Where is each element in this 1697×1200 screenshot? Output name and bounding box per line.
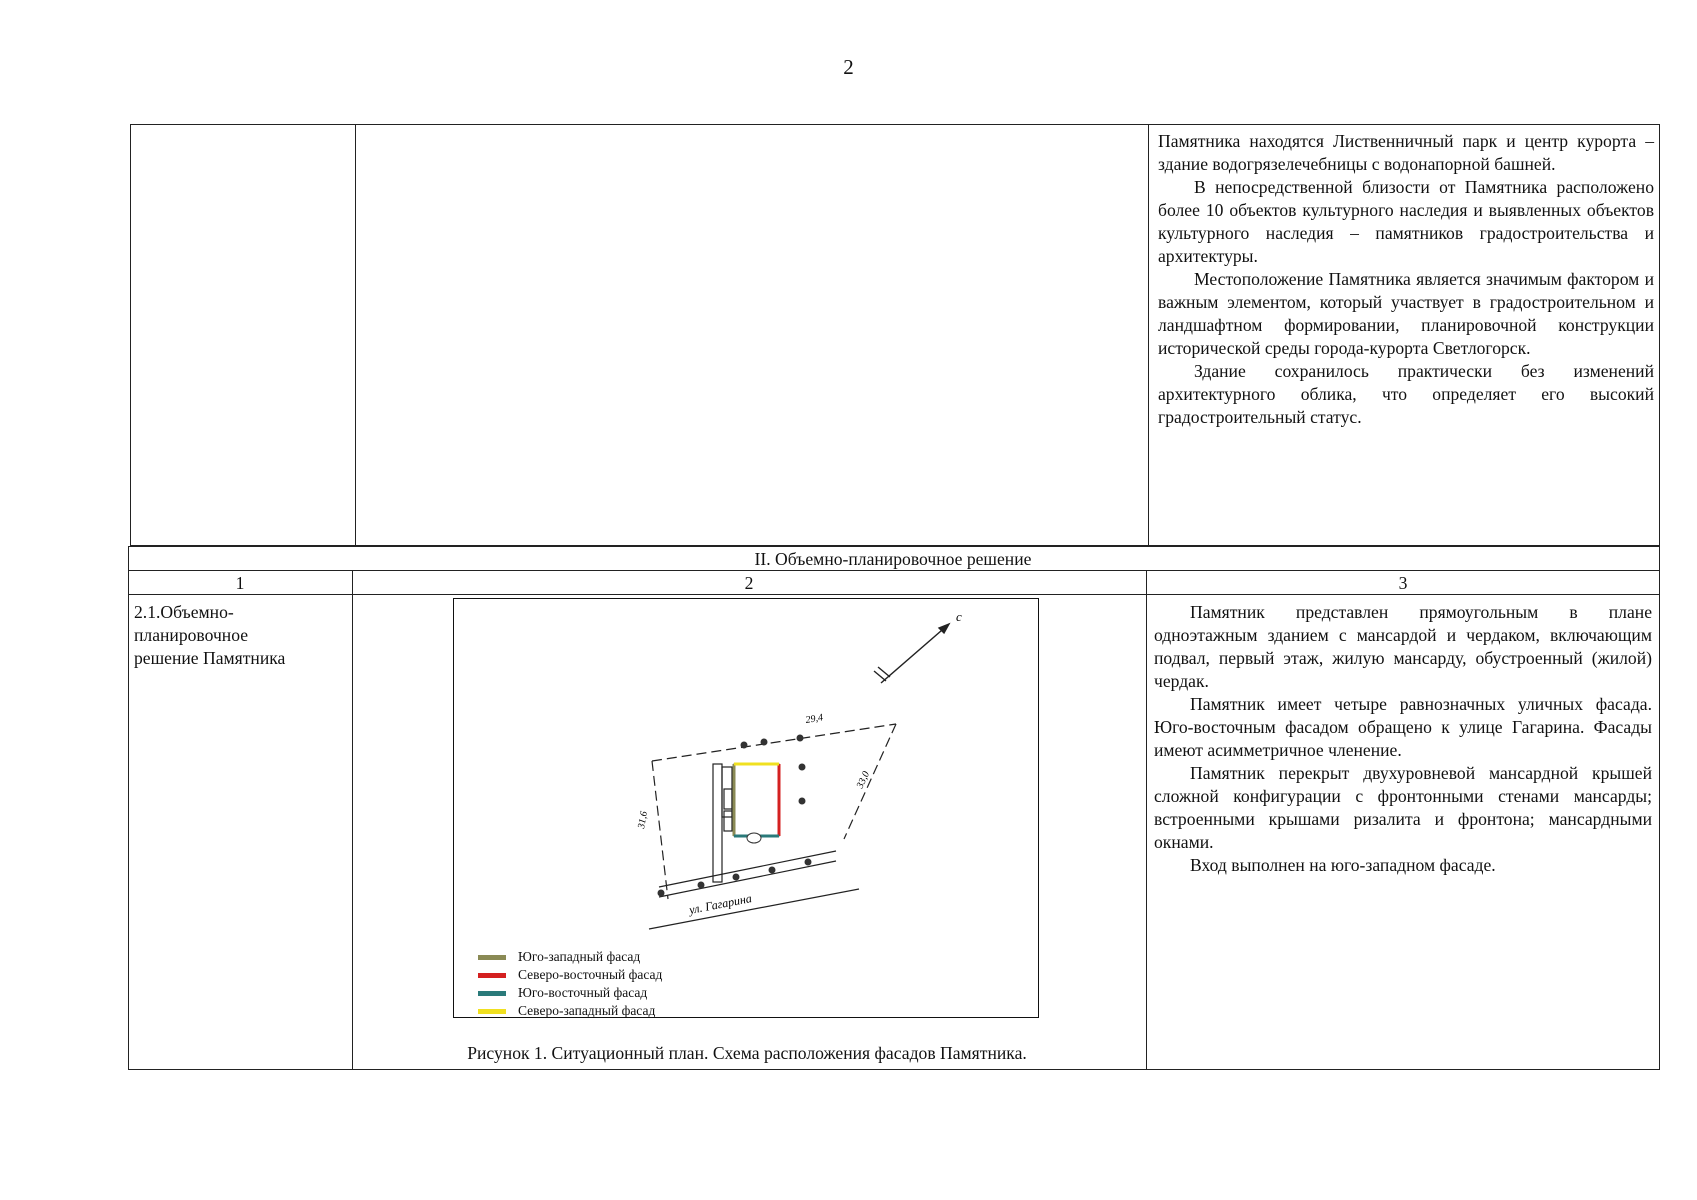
legend-item (478, 1002, 662, 1020)
page-number: 2 (843, 55, 854, 79)
facade-legend (478, 948, 662, 1020)
legend-label: Юго-западный фасад (518, 949, 641, 964)
street-label: ул. Гагарина (687, 891, 753, 917)
legend-item (478, 948, 662, 966)
column-divider-2-top (1148, 124, 1149, 546)
row-label-line: решение Памятника (134, 648, 286, 668)
paragraph: Вход выполнен на юго-западном фасаде. (1190, 855, 1496, 875)
dimension-label: 29,4 (804, 712, 824, 726)
legend-item (478, 984, 662, 1002)
column-number-divider (128, 594, 1660, 595)
legend-swatch (478, 1009, 506, 1014)
legend-item (478, 966, 662, 984)
legend-label: Юго-восточный фасад (518, 985, 648, 1000)
row-label (134, 601, 285, 670)
paragraph: Памятник представлен прямоугольным в плане одноэтажным зданием с мансардой и чердаком, включающим подвал, первый этаж, жилую мансарду, обустроенный (жилой) чердак. (1154, 602, 1652, 691)
dimension-label: 33,0 (854, 769, 873, 791)
section-title-divider (128, 570, 1660, 571)
column-divider-1-bottom (352, 570, 353, 1070)
column-number-1: 1 (235, 573, 245, 593)
section-title: II. Объемно-планировочное решение (754, 549, 1032, 569)
paragraph: Памятника находятся Лиственничный парк и центр курорта – здание водогрязелечебницы с водонапорной башней. (1158, 131, 1654, 174)
paragraph: Местоположение Памятника является значимым фактором и важным элементом, который участвует в градостроительном и ландшафтном формировании, планировочной конструкции исторической среды города-курорта Светлогорск. (1158, 269, 1654, 358)
legend-label: Северо-восточный фасад (518, 967, 663, 982)
north-arrow-icon (874, 624, 949, 683)
column-number-3: 3 (1398, 573, 1408, 593)
figure-caption: Рисунок 1. Ситуационный план. Схема расположения фасадов Памятника. (467, 1043, 1027, 1063)
paragraph: В непосредственной близости от Памятника расположено более 10 объектов культурного наследия и выявленных объектов культурного наследия – памятников градостроительства и архитектуры. (1158, 177, 1654, 266)
row-description (1154, 601, 1652, 877)
building-plan (734, 764, 779, 843)
north-label: с (956, 609, 962, 624)
row-label-line: 2.1.Объемно- (134, 602, 234, 622)
paragraph: Здание сохранилось практически без изменений архитектурного облика, что определяет его высокий градостроительный статус. (1158, 361, 1654, 427)
column-divider-1-top (355, 124, 356, 546)
legend-label: Северо-западный фасад (518, 1003, 656, 1018)
top-row-text (1158, 130, 1654, 429)
legend-swatch (478, 955, 506, 960)
column-divider-2-bottom (1146, 570, 1147, 1070)
legend-swatch (478, 973, 506, 978)
column-number-2: 2 (744, 573, 754, 593)
paragraph: Памятник перекрыт двухуровневой мансардной крышей сложной конфигурации с фронтонными стенами мансарды; встроенными крышами ризалита и фронтона; мансардными окнами. (1154, 763, 1652, 852)
row-label-line: планировочное (134, 625, 249, 645)
paragraph: Памятник имеет четыре равнозначных уличных фасада. Юго-восточным фасадом обращено к улице Гагарина. Фасады имеют асимметричное членение. (1154, 694, 1652, 760)
annex-structure (713, 764, 732, 882)
dimension-label: 31,6 (636, 810, 650, 830)
legend-swatch (478, 991, 506, 996)
street-lines (649, 851, 859, 929)
entrance-porch (747, 833, 761, 843)
